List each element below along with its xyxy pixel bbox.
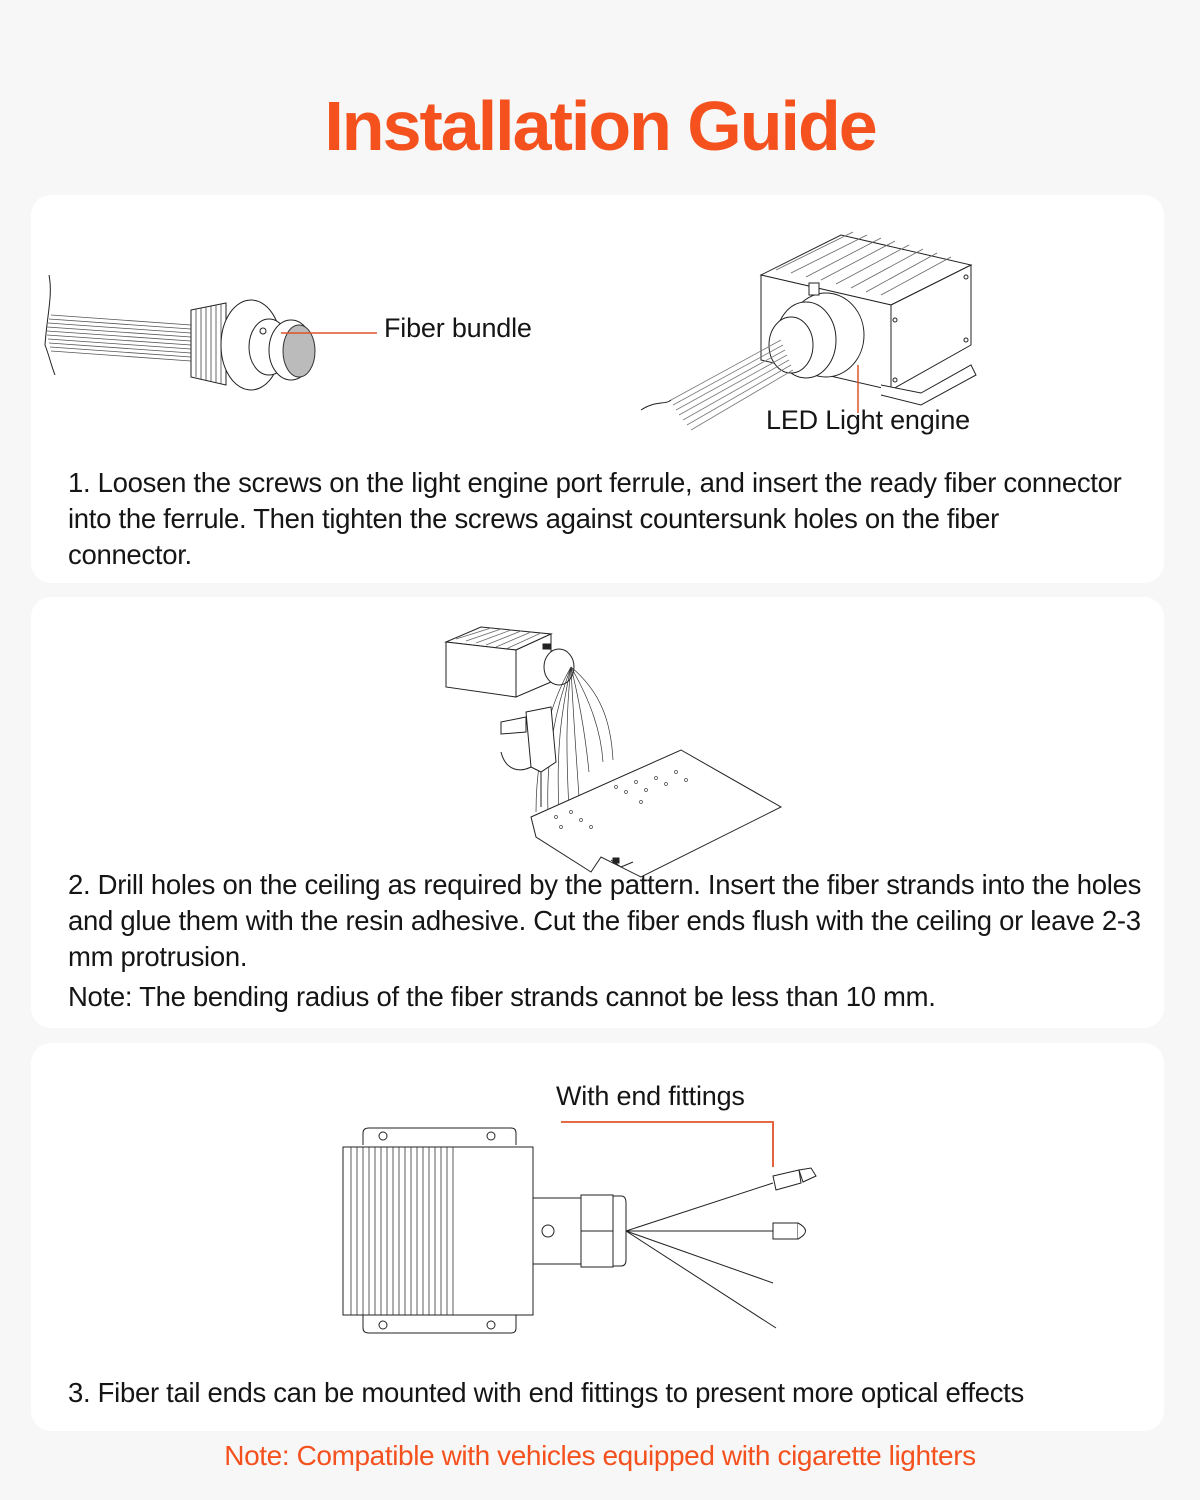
page-title: Installation Guide xyxy=(324,87,876,165)
end-fittings-label: With end fittings xyxy=(556,1081,745,1111)
fiber-bundle-illustration xyxy=(41,265,341,395)
step-card-2 xyxy=(31,597,1164,1028)
compatibility-note: Note: Compatible with vehicles equipped with cigarette lighters xyxy=(224,1440,976,1471)
end-fittings-illustration xyxy=(341,1128,821,1338)
step-2-text: 2. Drill holes on the ceiling as required by the pattern. Insert the fiber strands into the holes and glue them with the resin adhesive. Cut the fiber ends flush with the ceiling or leave 2-3 mm protrusion. xyxy=(68,869,1142,972)
drilling-ceiling-illustration xyxy=(441,622,801,872)
step-2-note: Note: The bending radius of the fiber strands cannot be less than 10 mm. xyxy=(68,981,936,1012)
step-card-3 xyxy=(31,1043,1164,1431)
fiber-bundle-leader-line xyxy=(281,332,381,334)
step-1-text: 1. Loosen the screws on the light engine port ferrule, and insert the ready fiber connector into the ferrule. Then tighten the screws against countersunk holes on the fiber connector. xyxy=(68,467,1122,570)
step-card-1 xyxy=(31,195,1164,583)
fiber-bundle-label: Fiber bundle xyxy=(384,313,532,343)
led-light-engine-label: LED Light engine xyxy=(766,405,970,435)
step-3-text: 3. Fiber tail ends can be mounted with end fittings to present more optical effects xyxy=(68,1377,1024,1408)
